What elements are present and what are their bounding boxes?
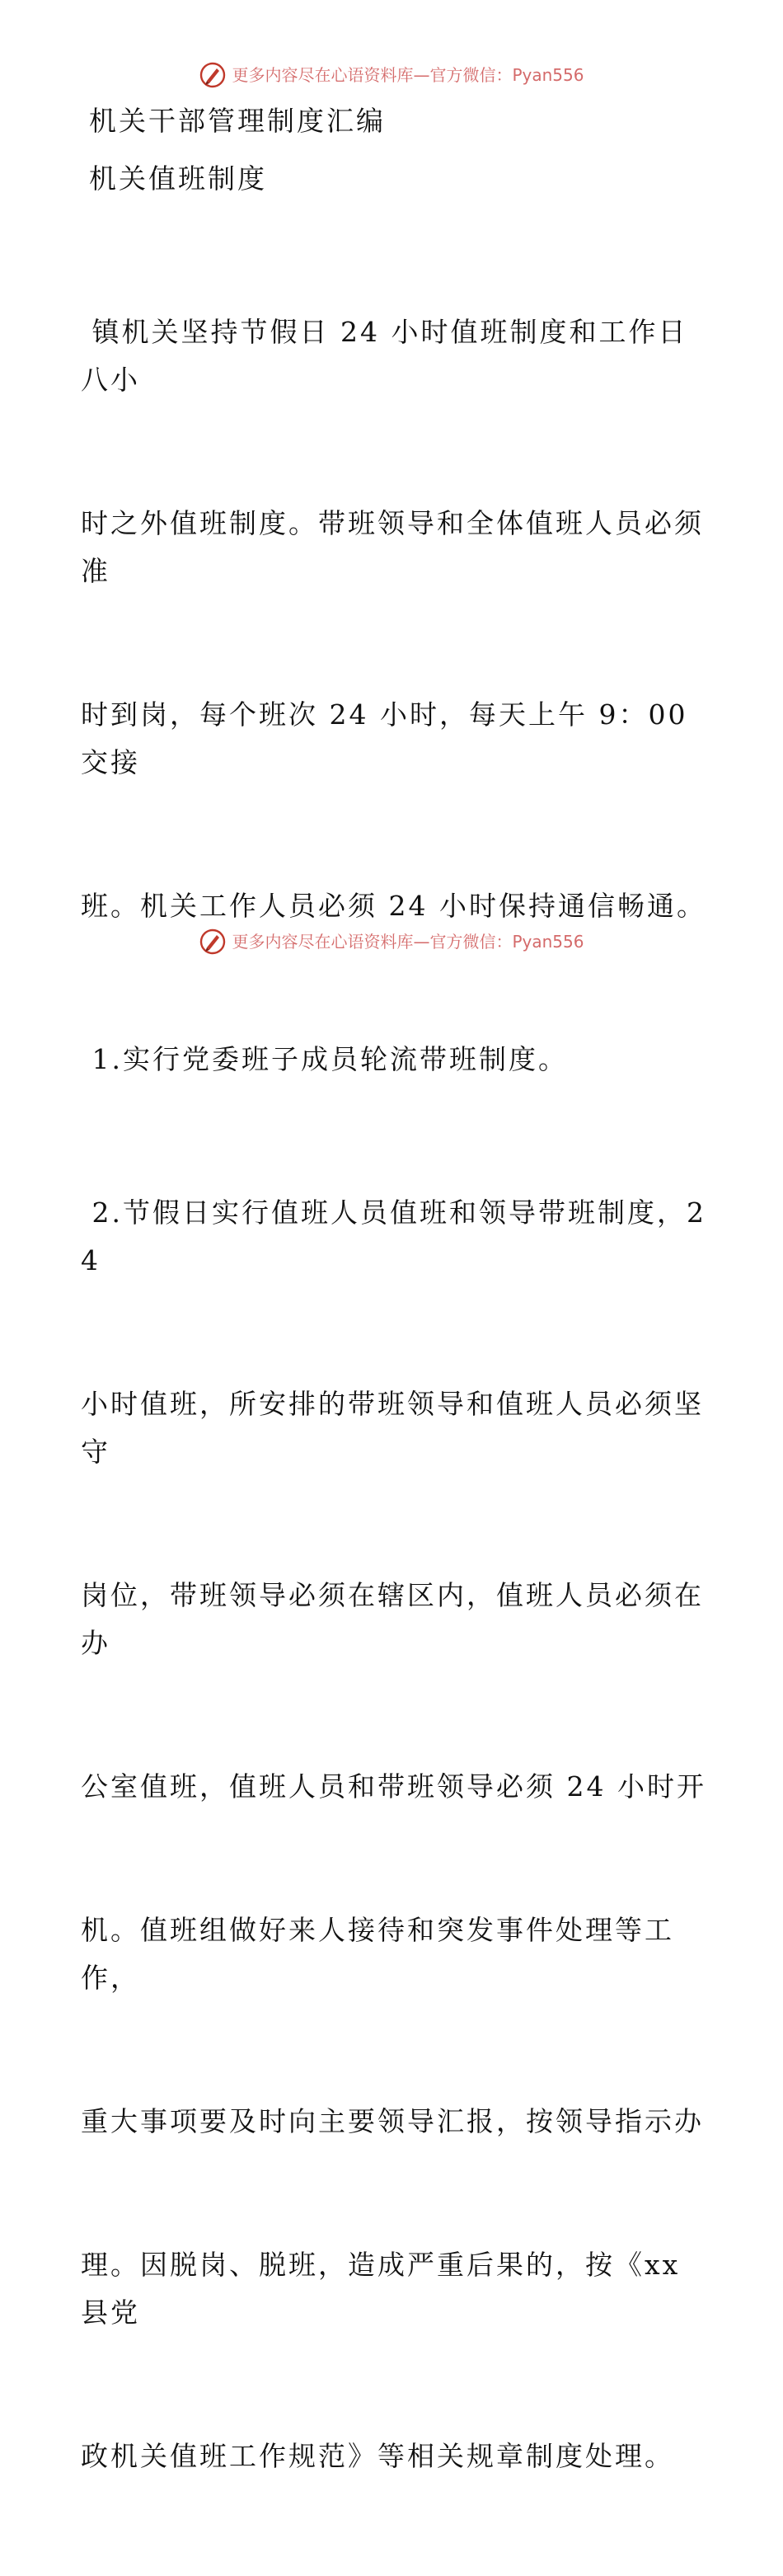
paragraph-line: 时之外值班制度。带班领导和全体值班人员必须准 (81, 507, 704, 587)
paragraph-line: 重大事项要及时向主要领导汇报，按领导指示办 (81, 2105, 704, 2137)
document-body (81, 97, 707, 2576)
footer-watermark (0, 928, 783, 956)
paragraph-line: 时到岗，每个班次 24 小时，每天上午 9：00 交接 (81, 698, 699, 778)
watermark-text: 更多内容尽在心语资料库—官方微信：Pyan556 (232, 932, 584, 952)
paragraph-line: 小时值班，所安排的带班领导和值班人员必须坚守 (81, 1388, 704, 1468)
pen-logo-icon (199, 61, 227, 89)
paragraph-line: 机。值班组做好来人接待和突发事件处理等工作， (81, 1914, 674, 1994)
document-title: 机关干部管理制度汇编 (89, 105, 386, 137)
header-watermark (0, 61, 783, 89)
watermark-text: 更多内容尽在心语资料库—官方微信：Pyan556 (232, 65, 584, 85)
paragraph-line: 公室值班，值班人员和带班领导必须 24 小时开 (81, 1770, 706, 1803)
paragraph-line: 镇机关坚持节假日 24 小时值班制度和工作日八小 (81, 316, 688, 396)
list-item-1: 1.实行党委班子成员轮流带班制度。 (81, 1043, 568, 1075)
section-title: 机关值班制度 (89, 162, 267, 195)
paragraph-line: 岗位，带班领导必须在辖区内，值班人员必须在办 (81, 1579, 704, 1659)
paragraph-line: 理。因脱岗、脱班，造成严重后果的，按《xx 县党 (81, 2249, 692, 2329)
paragraph-line: 政机关值班工作规范》等相关规章制度处理。 (81, 2440, 674, 2472)
paragraph-line: 2.节假日实行值班人员值班和领导带班制度，24 (81, 1196, 706, 1276)
paragraph-line: 班。机关工作人员必须 24 小时保持通信畅通。 (81, 890, 706, 922)
paragraph-duty-overview (81, 213, 707, 1026)
pen-logo-icon (199, 928, 227, 956)
list-item-2 (81, 1093, 707, 2576)
